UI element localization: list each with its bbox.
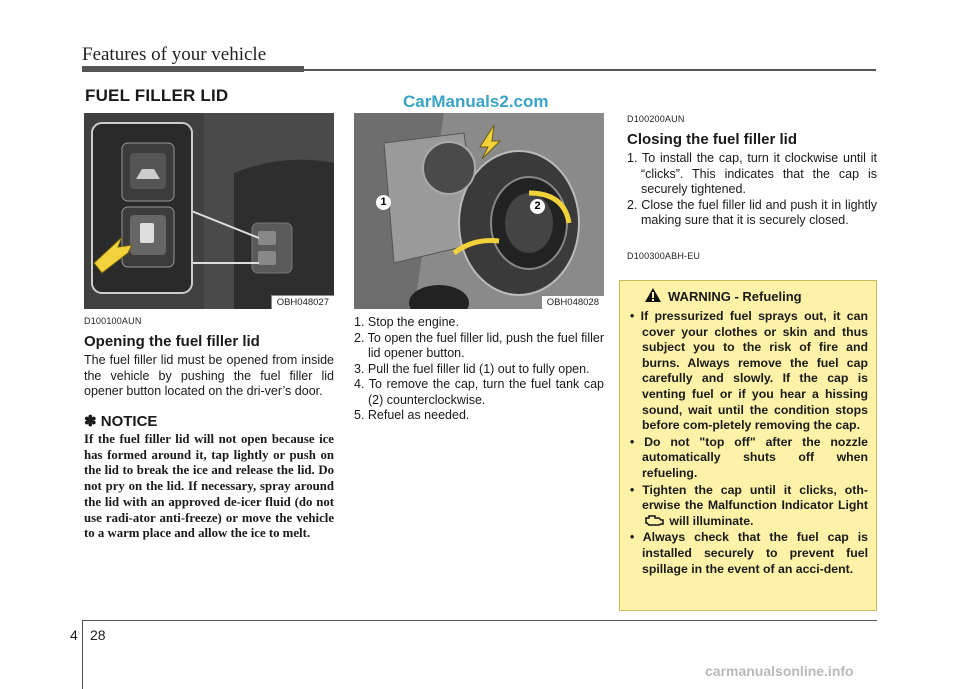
- footer-rule: [82, 620, 877, 621]
- warning-item: [630, 483, 868, 530]
- section-code: D100300ABH-EU: [627, 250, 701, 261]
- watermark-bottom: carmanualsonline.info: [705, 663, 854, 679]
- notice-title: ✽ NOTICE: [84, 412, 158, 430]
- section-code: D100100AUN: [84, 316, 142, 326]
- page-number: 28: [90, 627, 106, 643]
- warning-box: [619, 280, 877, 611]
- fuel-lid-illustration: [354, 113, 604, 309]
- notice-body: If the fuel filler lid will not open because ice has formed around it, tap lightly or push on the lid to break the ice and release the lid. Do not pry on the lid. If necessary, spray around the lid with an approved de-icer fluid (do not use radi-ator anti-freeze) or move the vehicle to a warm place and allow the ice to melt.: [84, 432, 334, 541]
- warning-list: [630, 309, 868, 578]
- warning-item-text: • Tighten the cap until it clicks, oth-erwise the Malfunction Indicator Light: [630, 482, 868, 513]
- warning-item: • Do not "top off" after the nozzle automatically shuts off when refueling.: [630, 434, 868, 480]
- step-item: 2. To open the fuel filler lid, push the fuel filler lid opener button.: [354, 330, 604, 360]
- engine-check-icon: [644, 514, 664, 526]
- right-column: [627, 112, 877, 264]
- closing-steps: [627, 151, 877, 229]
- opening-body: The fuel filler lid must be opened from inside the vehicle by pushing the fuel filler lid opener button located on the dri-ver’s door.: [84, 353, 334, 398]
- photo1-caption: OBH048027: [271, 295, 334, 309]
- fuel-lid-photo: [354, 113, 604, 309]
- warning-title: WARNING - Refueling: [668, 289, 802, 304]
- step-item: 4. To remove the cap, turn the fuel tank cap (2) counterclockwise.: [354, 377, 604, 407]
- callout-2: 2: [530, 199, 545, 214]
- warning-item: • If pressurized fuel sprays out, it can cover your clothes or skin and thus subject you to the risk of fire and burns. Always remove the fuel cap carefully and slowly. If the cap is venting fuel or if you hear a hissing sound, wait until the condition stops before com-pletely removing the cap.: [630, 309, 868, 433]
- callout-1: 1: [376, 195, 391, 210]
- closing-heading: Closing the fuel filler lid: [627, 130, 798, 148]
- warning-item-suffix: will illuminate.: [669, 513, 754, 528]
- header-bar: [82, 66, 304, 72]
- footer-divider: [82, 620, 83, 689]
- step-item: 1. To install the cap, turn it clockwise until it “clicks”. This indicates that the cap is securely tightened.: [627, 151, 877, 196]
- opening-heading: Opening the fuel filler lid: [84, 332, 260, 350]
- opening-steps: [354, 315, 604, 424]
- middle-column: [354, 315, 604, 424]
- door-switch-photo: [84, 113, 334, 309]
- door-switch-illustration: [84, 113, 334, 309]
- warning-triangle-icon: [644, 287, 662, 303]
- warning-item: • Always check that the fuel cap is installed securely to prevent fuel spillage in the event of an acci-dent.: [630, 530, 868, 576]
- left-column: [84, 314, 334, 542]
- section-code: D100200AUN: [627, 114, 685, 124]
- header-title: Features of your vehicle: [82, 44, 267, 65]
- photo2-caption: OBH048028: [541, 295, 604, 309]
- step-item: 2. Close the fuel filler lid and push it in lightly making sure that it is securely closed.: [627, 197, 877, 227]
- watermark-top: CarManuals2.com: [403, 92, 549, 111]
- chapter-number: 4: [70, 627, 78, 643]
- step-item: 1. Stop the engine.: [354, 315, 459, 329]
- section-title: FUEL FILLER LID: [85, 86, 229, 105]
- step-item: 5. Refuel as needed.: [354, 408, 470, 422]
- step-item: 3. Pull the fuel filler lid (1) out to fully open.: [354, 361, 590, 376]
- header-rule: [304, 69, 876, 71]
